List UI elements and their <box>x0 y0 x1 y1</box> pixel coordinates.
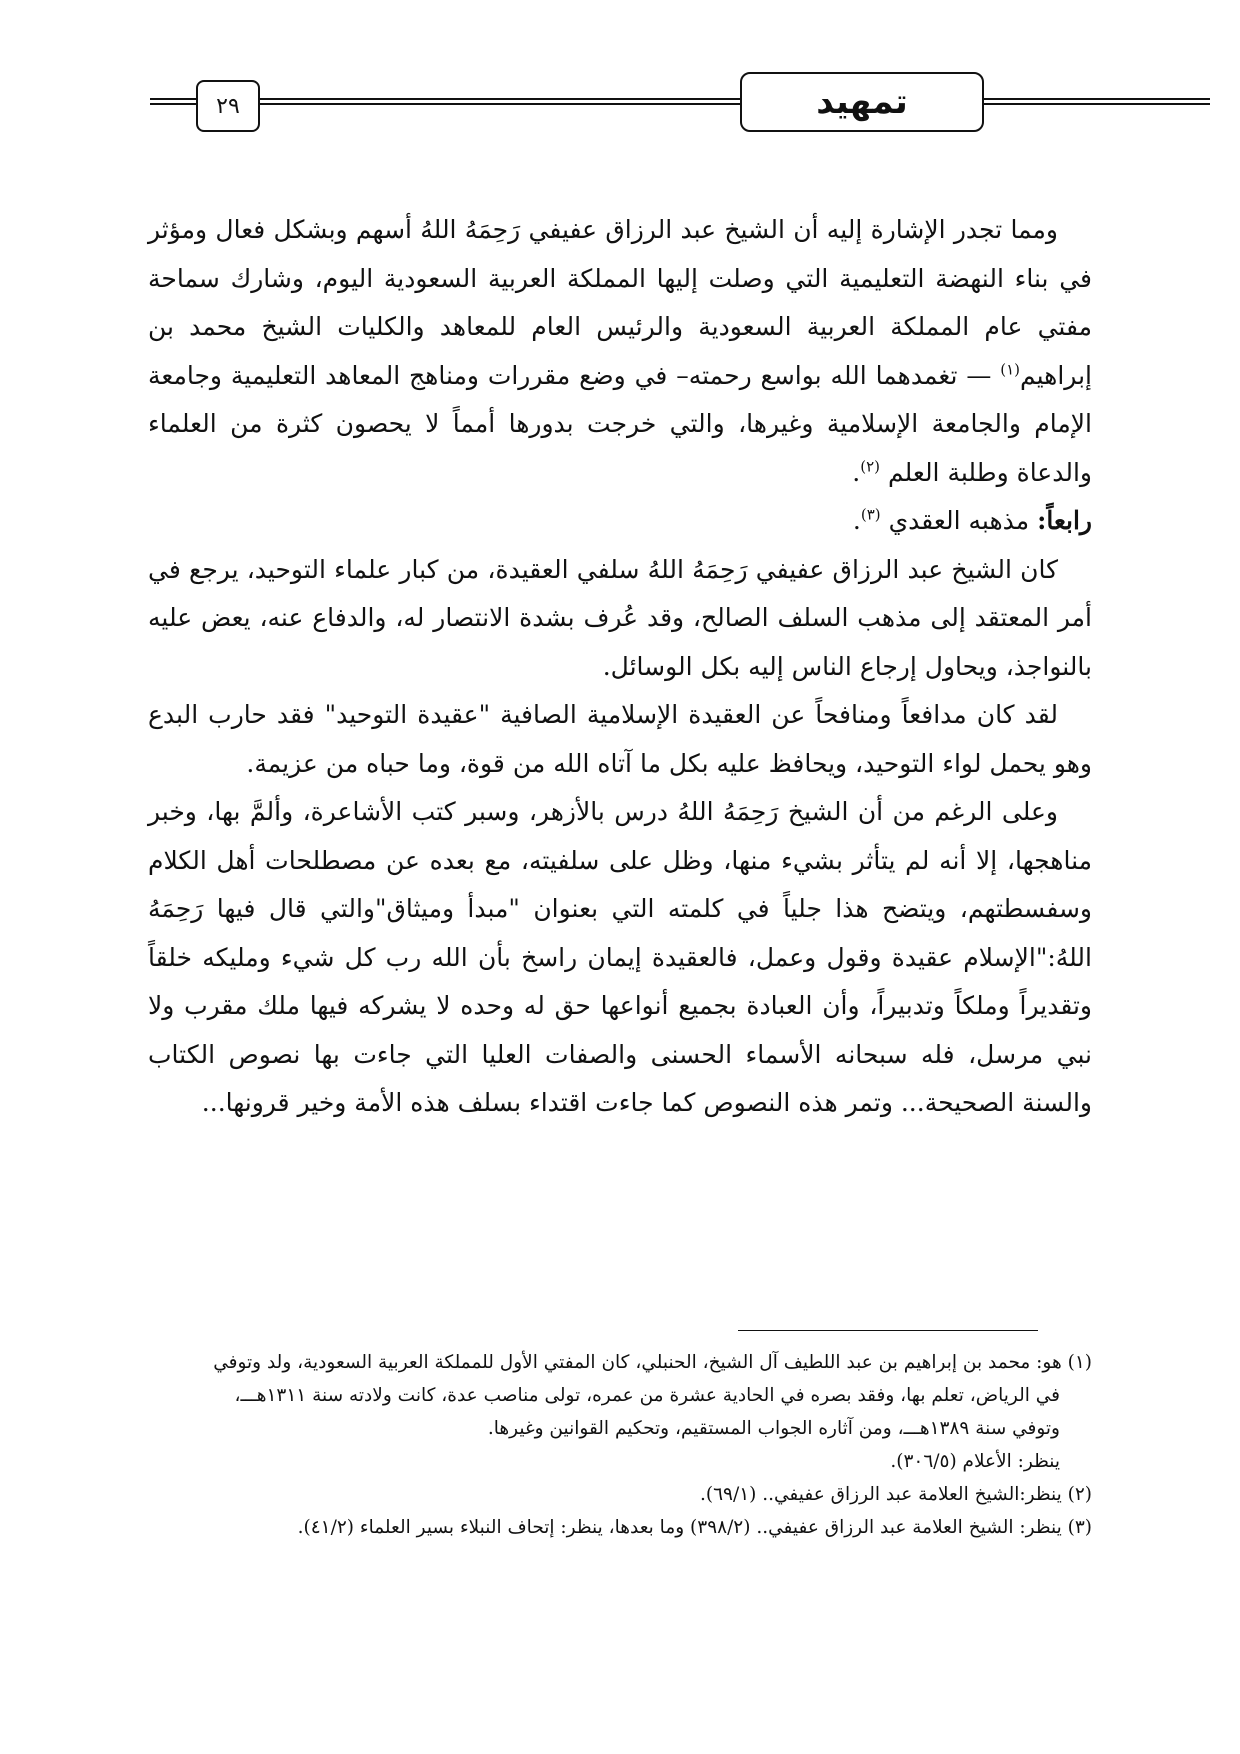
page-number: ٢٩ <box>196 80 260 132</box>
paragraph-4: وعلى الرغم من أن الشيخ رَحِمَهُ اللهُ درس بالأزهر، وسبر كتب الأشاعرة، وألمَّ بها، وخبر مناهجها، إلا أنه لم يتأثر بشيء منها، وظل على سلفيته، مع بعده عن مصطلحات أهل الكلام وسفسطتهم، ويتضح هذا جلياً في كلمته التي بعنوان "مبدأ وميثاق"والتي قال فيها رَحِمَهُ اللهُ:"الإسلام عقيدة وقول وعمل، فالعقيدة إيمان راسخ بأن الله رب كل شيء ومليكه خلقاً وتقديراً وملكاً وتدبيراً، وأن العبادة بجميع أنواعها حق له وحده لا يشركه فيها ملك مقرب ولا نبي مرسل، فله سبحانه الأسماء الحسنى والصفات العليا التي جاءت بها نصوص الكتاب والسنة الصحيحة... وتمر هذه النصوص كما جاءت اقتداء بسلف هذه الأمة وخير قرونها... <box>148 797 1092 1117</box>
section-heading-text: مذهبه العقدي <box>888 506 1030 535</box>
chapter-title: تمهيد <box>740 72 984 132</box>
footnote-2: (٢) ينظر:الشيخ العلامة عبد الرزاق عفيفي.. (٦٩/١). <box>699 1484 1092 1505</box>
footnote-ref-1: (١) <box>1000 360 1020 379</box>
header-rule-middle <box>258 98 742 105</box>
footnote-3: (٣) ينظر: الشيخ العلامة عبد الرزاق عفيفي.. (٣٩٨/٢) وما بعدها، ينظر: إتحاف النبلاء بسير العلماء (٤١/٢). <box>297 1517 1092 1538</box>
footnote-1-line-3: وتوفي سنة ١٣٨٩هـــ، ومن آثاره الجواب المستقيم، وتحكيم القوانين وغيرها. <box>487 1418 1060 1439</box>
paragraph-1: ومما تجدر الإشارة إليه أن الشيخ عبد الرزاق عفيفي رَحِمَهُ اللهُ أسهم وبشكل فعال ومؤثر في بناء النهضة التعليمية التي وصلت إليها المملكة العربية السعودية اليوم، وشارك سماحة مفتي عام المملكة العربية السعودية والرئيس العام للمعاهد والكليات الشيخ محمد بن إبراهيم$^{(١)}$ — تغمدهما الله بواسع رحمته– في وضع مقررات ومناهج المعاهد التعليمية وجامعة الإمام والجامعة الإسلامية وغيرها، والتي خرجت بدورها أمماً لا يحصون كثرة من العلماء والدعاة وطلبة العلم $^{(٢)}$. <box>148 215 1092 487</box>
header-rule-left <box>150 98 198 105</box>
section-heading-label: رابعاً: <box>1037 506 1092 535</box>
footnote-1-line-1: (١) هو: محمد بن إبراهيم بن عبد اللطيف آل الشيخ، الحنبلي، كان المفتي الأول للمملكة العربية السعودية، ولد وتوفي <box>213 1352 1092 1373</box>
section-heading: رابعاً: مذهبه العقدي $^{(٣)}$. <box>852 505 1092 535</box>
paragraph-2: كان الشيخ عبد الرزاق عفيفي رَحِمَهُ اللهُ سلفي العقيدة، من كبار علماء التوحيد، يرجع في أمر المعتقد إلى مذهب السلف الصالح، وقد عُرف بشدة الانتصار له، والدفاع عنه، يعض عليه بالنواجذ، ويحاول إرجاع الناس إليه بكل الوسائل. <box>148 554 1092 681</box>
footnote-ref-2: (٢) <box>860 457 881 476</box>
footnote-separator <box>738 1330 1038 1331</box>
paragraph-3: لقد كان مدافعاً ومنافحاً عن العقيدة الإسلامية الصافية "عقيدة التوحيد" فقد حارب البدع وهو يحمل لواء التوحيد، ويحافظ عليه بكل ما آتاه الله من قوة، وما حباه من عزيمة. <box>148 700 1092 778</box>
footnote-1-line-4: ينظر: الأعلام (٣٠٦/٥). <box>890 1451 1060 1472</box>
footnote-1-line-2: في الرياض، تعلم بها، وفقد بصره في الحادية عشرة من عمره، تولى مناصب عدة، كانت ولادته سنة ١٣١١هـــ، <box>234 1385 1060 1406</box>
main-text <box>148 206 1092 1128</box>
header-rule-right <box>982 98 1210 105</box>
footnote-ref-3: (٣) <box>860 505 881 524</box>
footnotes <box>148 1346 1092 1544</box>
